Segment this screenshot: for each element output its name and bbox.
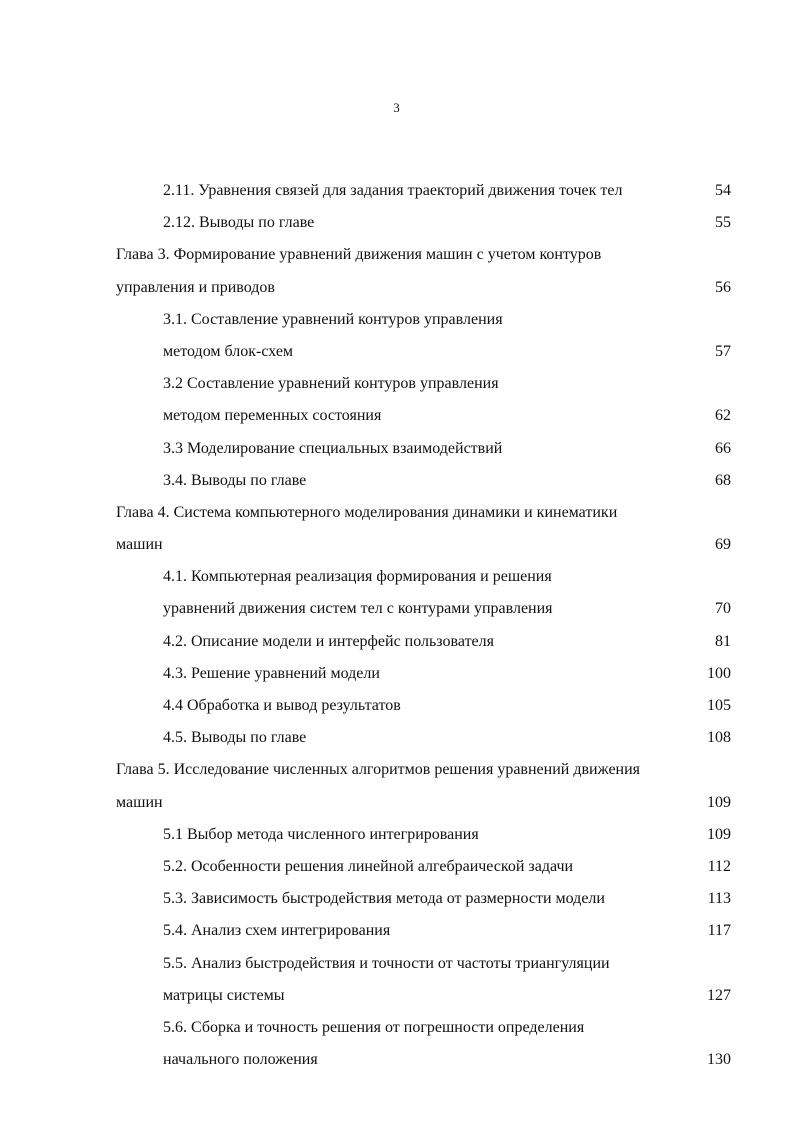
toc-section-title: 2.11. Уравнения связей для задания траекторий движения точек тел [163, 182, 623, 199]
toc-entry-line [0, 336, 793, 368]
toc-page-number: 66 [715, 439, 731, 457]
toc-entry-line [0, 819, 793, 851]
toc-entry-line [0, 915, 793, 947]
toc-page-number: 62 [715, 407, 731, 425]
toc-entry-line [0, 722, 793, 754]
toc-section-title: уравнений движения систем тел с контурами управления [163, 600, 553, 618]
toc-section-title: методом переменных состояния [163, 407, 382, 425]
toc-chapter-title: Глава 3. Формирование уравнений движения машин с учетом контуров [116, 246, 602, 264]
toc-entry-line [0, 272, 793, 304]
toc-section-title: 4.3. Решение уравнений модели [163, 664, 380, 682]
toc-page-number: 127 [707, 986, 731, 1004]
toc-page-number: 112 [707, 857, 731, 875]
toc-entry-line [0, 465, 793, 497]
toc-chapter-title: Глава 4. Система компьютерного моделирования динамики и кинематики [116, 503, 618, 521]
toc-entry-line [0, 658, 793, 690]
toc-entry-line [0, 980, 793, 1012]
toc-section-title: 3.2 Составление уравнений контуров управления [163, 375, 499, 393]
toc-section-title: 4.1. Компьютерная реализация формирования и решения [163, 568, 552, 586]
toc-chapter-title: Глава 5. Исследование численных алгоритмов решения уравнений движения [116, 761, 641, 779]
toc-entry-line [0, 1012, 793, 1044]
toc-page-number: 57 [715, 342, 731, 360]
toc-page-number: 113 [707, 890, 731, 908]
toc-entry-line [0, 433, 793, 465]
toc-entry-line [0, 690, 793, 722]
toc-entry-line [0, 1044, 793, 1076]
toc-section-title: матрицы системы [163, 986, 285, 1004]
toc-section-title: 3.4. Выводы по главе [163, 471, 307, 489]
toc-page-number: 117 [707, 922, 731, 940]
toc-page-number: 56 [715, 278, 731, 296]
toc-entry-line [0, 593, 793, 625]
toc-page-number: 109 [707, 825, 731, 843]
toc-page-number: 54 [715, 182, 731, 199]
toc-entry-line [0, 787, 793, 819]
toc-entry-line [0, 754, 793, 786]
toc-section-title: 4.4 Обработка и вывод результатов [163, 697, 401, 714]
toc-section-title: 5.1 Выбор метода численного интегрирования [163, 825, 479, 843]
toc-entry-line [0, 304, 793, 336]
toc-entry-line [0, 851, 793, 883]
toc-entry-line [0, 207, 793, 239]
toc-section-title: 3.3 Моделирование специальных взаимодействий [163, 439, 503, 457]
toc-page-number: 70 [715, 600, 731, 618]
toc-page-number: 69 [715, 536, 731, 554]
toc-entry-line [0, 529, 793, 561]
toc-section-title: 5.5. Анализ быстродействия и точности от частоты триангуляции [163, 954, 610, 972]
toc-entry-line [0, 948, 793, 980]
toc-entry-line [0, 497, 793, 529]
toc-section-title: 5.4. Анализ схем интегрирования [163, 922, 391, 940]
toc-chapter-title: управления и приводов [116, 278, 275, 296]
toc-page-number: 55 [715, 214, 731, 232]
toc-page-number: 105 [707, 697, 731, 714]
toc-entry-line [0, 239, 793, 271]
table-of-contents [0, 175, 793, 1076]
toc-page-number: 81 [715, 632, 731, 650]
toc-section-title: 3.1. Составление уравнений контуров управления [163, 310, 503, 328]
toc-entry-line [0, 400, 793, 432]
toc-section-title: 4.5. Выводы по главе [163, 729, 307, 747]
toc-entry-line [0, 368, 793, 400]
toc-page-number: 108 [707, 729, 731, 747]
toc-page-number: 109 [707, 793, 731, 811]
toc-chapter-title: машин [116, 536, 163, 554]
toc-section-title: 5.3. Зависимость быстродействия метода от размерности модели [163, 890, 605, 908]
toc-section-title: методом блок-схем [163, 342, 294, 360]
toc-section-title: 2.12. Выводы по главе [163, 214, 315, 232]
toc-section-title: 5.2. Особенности решения линейной алгебраической задачи [163, 857, 574, 875]
toc-section-title: 5.6. Сборка и точность решения от погрешности определения [163, 1018, 585, 1036]
page-number: 3 [393, 100, 400, 115]
toc-chapter-title: машин [116, 793, 163, 811]
toc-entry-line [0, 883, 793, 915]
toc-section-title: начального положения [163, 1051, 318, 1069]
toc-entry-line [0, 175, 793, 207]
toc-page-number: 68 [715, 471, 731, 489]
toc-entry-line [0, 626, 793, 658]
toc-page-number: 100 [707, 664, 731, 682]
toc-section-title: 4.2. Описание модели и интерфейс пользователя [163, 632, 494, 650]
toc-entry-line [0, 561, 793, 593]
toc-page-number: 130 [707, 1051, 731, 1069]
